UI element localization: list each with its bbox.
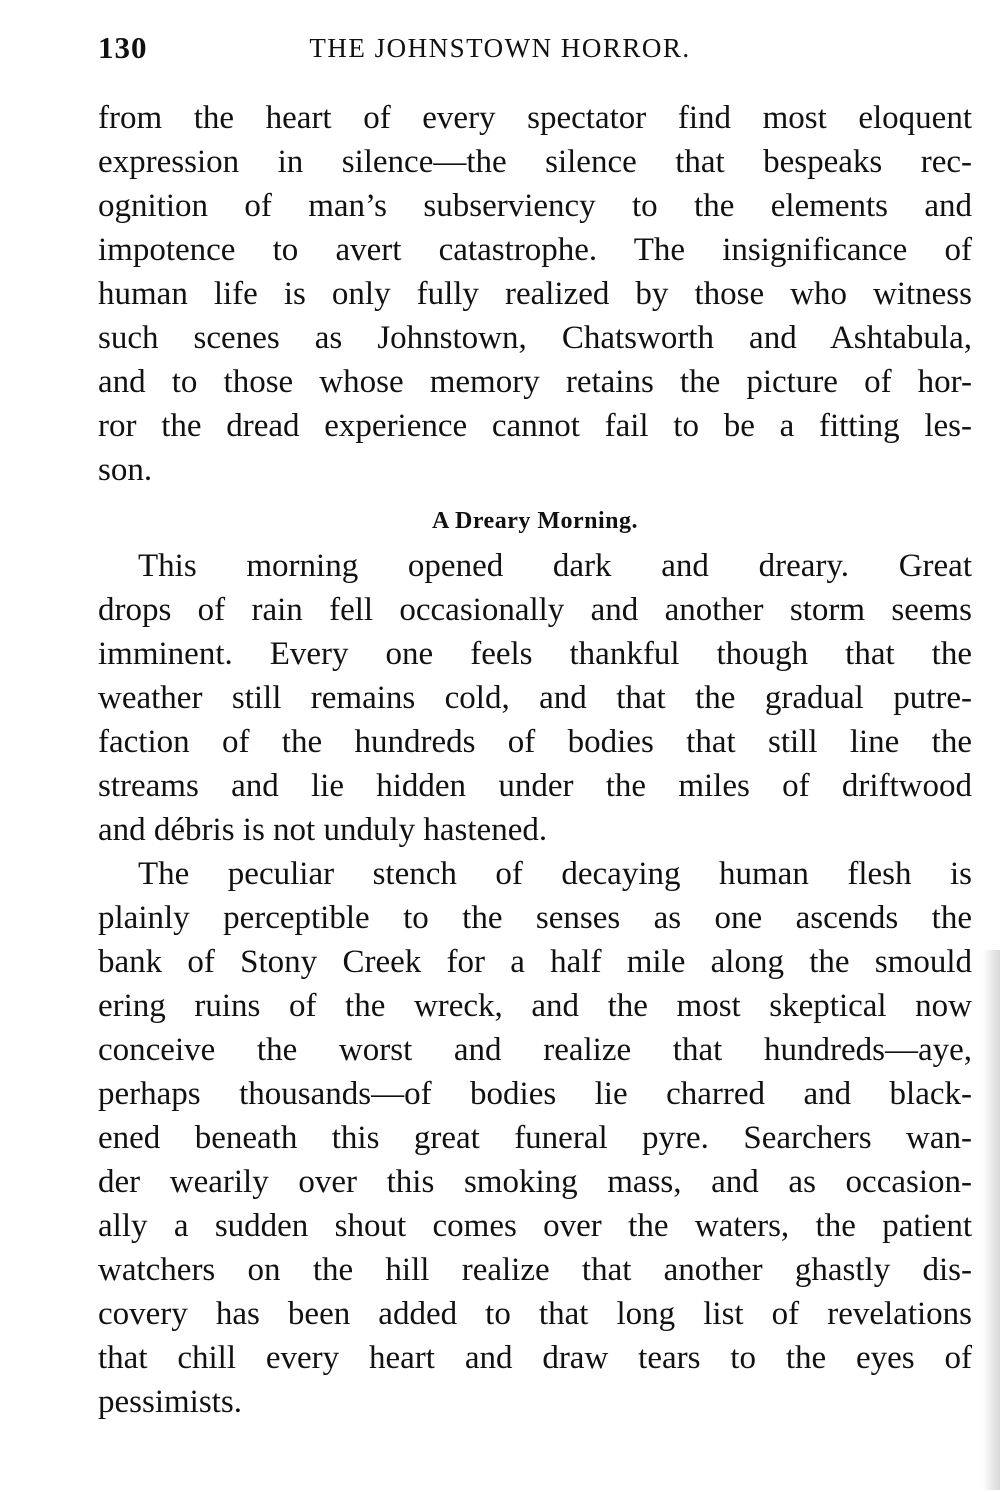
text-line: imminent. Every one feels thankful though that the	[98, 636, 972, 672]
text-line: weather still remains cold, and that the gradual putre-	[98, 680, 972, 716]
text-line: pessimists.	[98, 1384, 242, 1420]
text-line: bank of Stony Creek for a half mile along the smould	[98, 944, 972, 980]
text-line: perhaps thousands—of bodies lie charred and black-	[98, 1076, 972, 1112]
text-line: This morning opened dark and dreary. Great	[138, 548, 972, 584]
running-title: THE JOHNSTOWN HORROR.	[309, 33, 691, 63]
section-heading: A Dreary Morning.	[431, 508, 639, 534]
text-line: ering ruins of the wreck, and the most skeptical now	[98, 988, 972, 1024]
text-line: ognition of man’s subserviency to the elements and	[98, 188, 972, 224]
text-line: ror the dread experience cannot fail to be a fitting les-	[98, 408, 972, 444]
text-line: from the heart of every spectator find most eloquent	[98, 100, 972, 136]
text-line: human life is only fully realized by those who witness	[98, 276, 972, 312]
text-line: der wearily over this smoking mass, and as occasion-	[98, 1164, 972, 1200]
body-text	[98, 96, 972, 1424]
text-line: faction of the hundreds of bodies that still line the	[98, 724, 972, 760]
text-line: conceive the worst and realize that hundreds—aye,	[98, 1032, 972, 1068]
text-line: ally a sudden shout comes over the waters, the patient	[98, 1208, 972, 1244]
text-line: drops of rain fell occasionally and another storm seems	[98, 592, 972, 628]
paragraph-dreary-morning	[98, 544, 972, 852]
text-line: plainly perceptible to the senses as one ascends the	[98, 900, 972, 936]
text-line: that chill every heart and draw tears to the eyes of	[98, 1340, 972, 1376]
text-line: streams and lie hidden under the miles of driftwood	[98, 768, 972, 804]
text-line: and to those whose memory retains the picture of hor-	[98, 364, 972, 400]
text-line: son.	[98, 452, 153, 488]
page-number: 130	[98, 30, 148, 65]
paragraph-stench	[98, 852, 972, 1424]
text-line: The peculiar stench of decaying human flesh is	[138, 856, 972, 892]
text-line: watchers on the hill realize that another ghastly dis-	[98, 1252, 972, 1288]
text-line: impotence to avert catastrophe. The insignificance of	[98, 232, 972, 268]
page-edge-shadow	[982, 950, 1000, 1490]
opening-paragraph	[98, 96, 972, 492]
text-line: such scenes as Johnstown, Chatsworth and Ashtabula,	[98, 320, 972, 356]
text-line: covery has been added to that long list of revelations	[98, 1296, 972, 1332]
text-line: expression in silence—the silence that bespeaks rec-	[98, 144, 972, 180]
text-line: ened beneath this great funeral pyre. Searchers wan-	[98, 1120, 972, 1156]
text-line: and débris is not unduly hastened.	[98, 812, 548, 848]
